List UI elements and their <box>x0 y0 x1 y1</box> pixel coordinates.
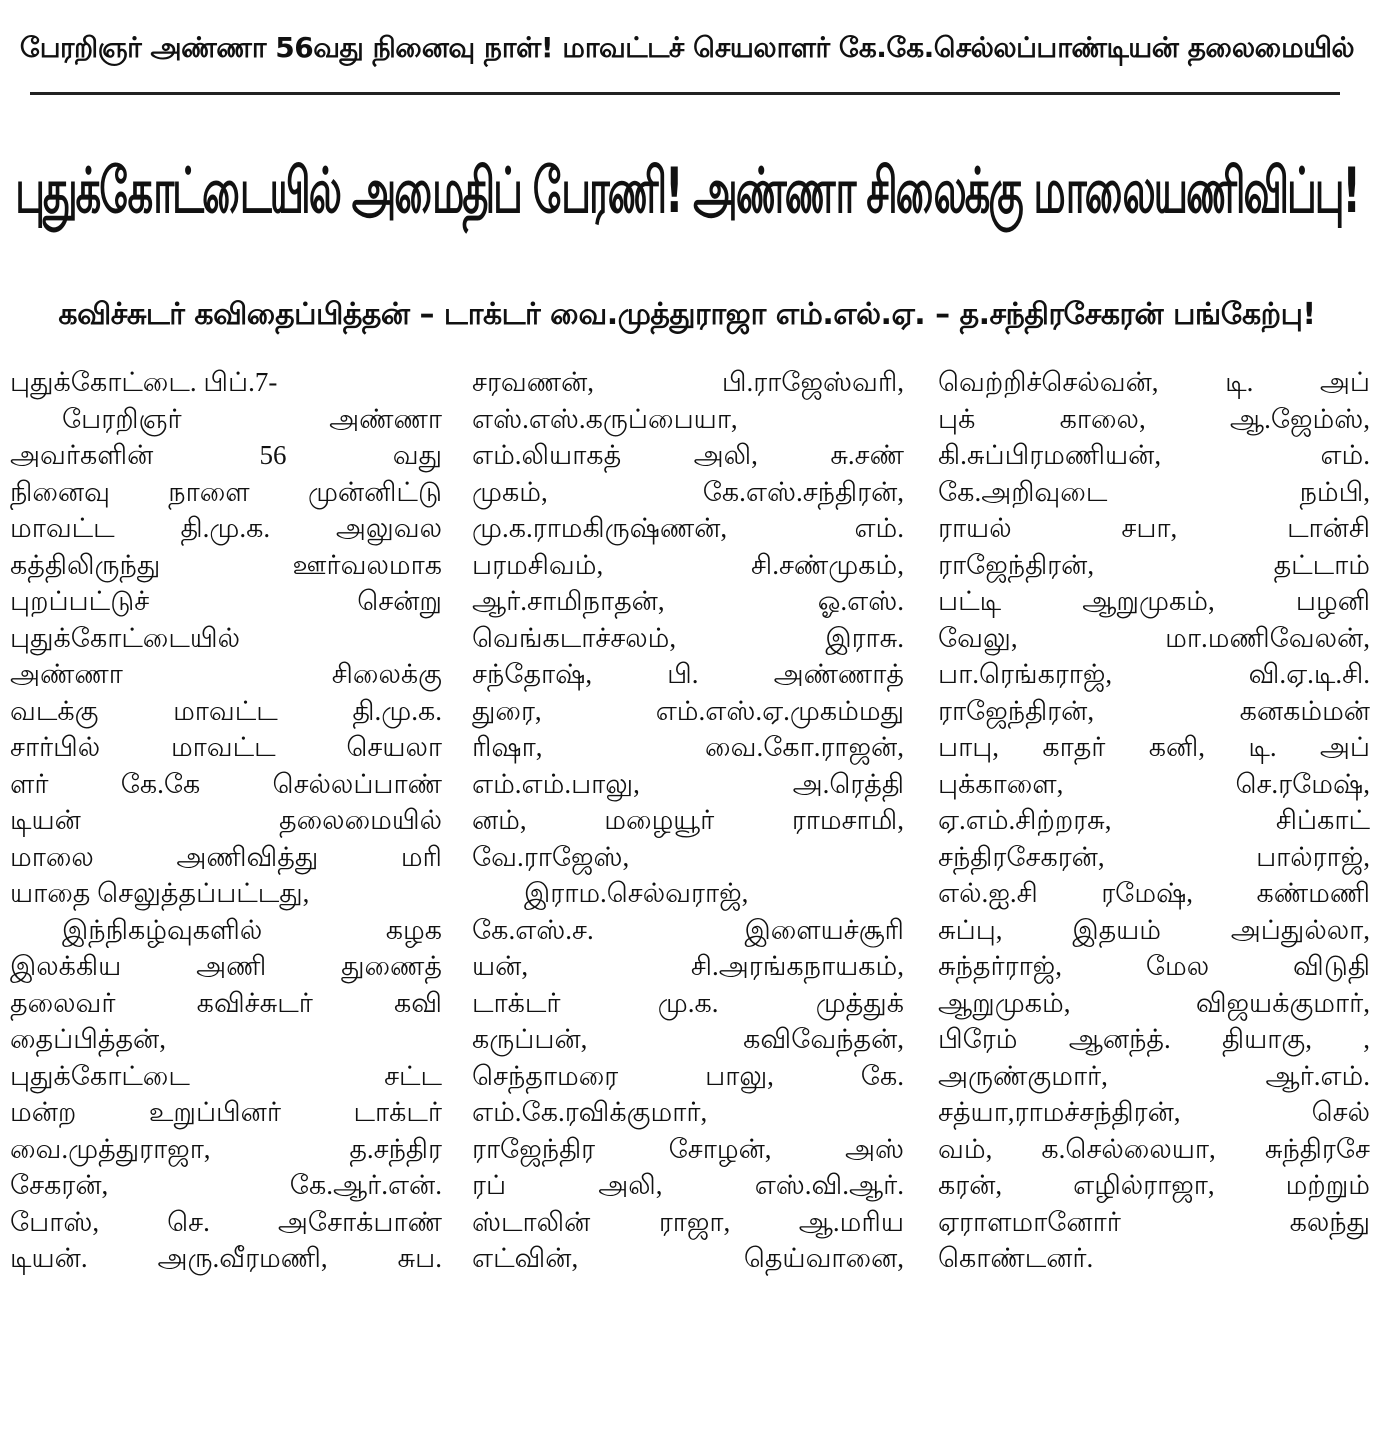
body-text-line: வே.ராஜேஸ், <box>472 841 630 872</box>
body-text-line: புதுக்கோட்டை. பிப்.7- <box>10 367 278 397</box>
body-text-line: வேலு, மா.மணிவேலன், <box>938 622 1370 653</box>
body-text-line: எட்வின், தெய்வானை, <box>472 1243 904 1273</box>
body-text-line: பிரேம் ஆனந்த். தியாகு, , <box>938 1024 1370 1054</box>
body-text-line: ளர் கே.கே செல்லப்பாண் <box>10 768 442 799</box>
body-text-line: ஆர்.சாமிநாதன், ஓ.எஸ். <box>472 586 904 616</box>
body-text-line: கே.எஸ்.ச. இளையச்சூரி <box>472 914 904 945</box>
body-text-line: இந்நிகழ்வுகளில் கழக <box>62 914 442 945</box>
body-text-line: புக்காளை, செ.ரமேஷ், <box>938 768 1370 799</box>
body-text-line: எல்.ஐ.சி ரமேஷ், கண்மணி <box>938 878 1370 908</box>
body-text-line: வம், க.செல்லையா, சுந்திரசே <box>938 1133 1370 1164</box>
body-text-line: அருண்குமார், ஆர்.எம். <box>938 1060 1370 1091</box>
body-text-line: புறப்பட்டுச் சென்று <box>10 586 442 616</box>
body-text-line: கத்திலிருந்து ஊர்வலமாக <box>10 549 442 580</box>
body-text-line: யாதை செலுத்தப்பட்டது, <box>10 878 310 908</box>
body-text-line: ஏ.எம்.சிற்றரசு, சிப்காட் <box>938 805 1370 835</box>
body-text-line: பா.ரெங்கராஜ், வி.ஏ.டி.சி. <box>938 659 1370 689</box>
body-text-line: எம்.லியாகத் அலி, சு.சண் <box>472 440 904 470</box>
body-text-line: எஸ்.எஸ்.கருப்பையா, <box>472 403 738 434</box>
body-text-line: எம்.கே.ரவிக்குமார், <box>472 1097 708 1127</box>
body-text-line: வெங்கடாச்சலம், இராசு. <box>472 622 904 653</box>
body-text-line: யன், சி.அரங்கநாயகம், <box>472 951 904 981</box>
body-text-line: இலக்கிய அணி துணைத் <box>10 951 442 981</box>
body-text-line: னம், மழையூர் ராமசாமி, <box>472 805 904 835</box>
body-text-line: துரை, எம்.எஸ்.ஏ.முகம்மது <box>472 695 904 726</box>
body-text-line: ஸ்டாலின் ராஜா, ஆ.மரிய <box>472 1206 904 1237</box>
body-text-line: இராம.செல்வராஜ், <box>524 878 749 908</box>
article-column-3 <box>938 364 1370 1277</box>
body-text-line: ரப் அலி, எஸ்.வி.ஆர். <box>472 1170 904 1200</box>
body-text-line: டாக்டர் மு.க. முத்துக் <box>472 987 904 1018</box>
body-text-line: ஆறுமுகம், விஜயக்குமார், <box>938 987 1370 1018</box>
body-text-line: கி.சுப்பிரமணியன், எம். <box>938 440 1370 470</box>
body-text-line: சுந்தர்ராஜ், மேல விடுதி <box>938 951 1370 981</box>
body-text-line: டியன் தலைமையில் <box>10 805 442 835</box>
body-text-line: வெற்றிச்செல்வன், டி. அப் <box>938 367 1370 397</box>
body-text-line: மாலை அணிவித்து மரி <box>10 841 442 872</box>
body-text-line: மாவட்ட தி.மு.க. அலுவல <box>10 513 442 543</box>
body-text-line: சந்தோஷ், பி. அண்ணாத் <box>472 659 904 689</box>
body-text-line: ரிஷா, வை.கோ.ராஜன், <box>472 732 904 762</box>
body-text-line: தைப்பித்தன், <box>10 1024 166 1054</box>
body-text-line: நினைவு நாளை முன்னிட்டு <box>10 476 442 507</box>
body-text-line: புதுக்கோட்டை சட்ட <box>10 1060 442 1091</box>
body-text-line: பரமசிவம், சி.சண்முகம், <box>472 549 904 580</box>
body-text-line: செந்தாமரை பாலு, கே. <box>472 1060 904 1091</box>
body-text-line: ராஜேந்திர சோழன், அஸ் <box>472 1133 904 1164</box>
body-text-line: வடக்கு மாவட்ட தி.மு.க. <box>10 695 442 726</box>
body-text-line: ராயல் சபா, டான்சி <box>938 513 1370 543</box>
body-text-line: சார்பில் மாவட்ட செயலா <box>10 732 442 762</box>
body-text-line: சேகரன், கே.ஆர்.என். <box>10 1170 442 1200</box>
body-text-line: பாபு, காதர் கனி, டி. அப் <box>938 732 1370 762</box>
body-text-line: ஏராளமானோர் கலந்து <box>938 1206 1370 1237</box>
body-text-line: கரன், எழில்ராஜா, மற்றும் <box>938 1170 1370 1200</box>
body-text-line: போஸ், செ. அசோக்பாண் <box>10 1206 442 1237</box>
body-text-line: சந்திரசேகரன், பால்ராஜ், <box>938 841 1370 872</box>
body-text-line: சத்யா,ராமச்சந்திரன், செல் <box>938 1097 1370 1127</box>
body-text-line: கே.அறிவுடை நம்பி, <box>938 476 1370 507</box>
body-text-line: புக் காலை, ஆ.ஜேம்ஸ், <box>938 403 1370 434</box>
body-text-line: மு.க.ராமகிருஷ்ணன், எம். <box>472 513 904 543</box>
body-text-line: அண்ணா சிலைக்கு <box>10 659 442 689</box>
body-text-line: பேரறிஞர் அண்ணா <box>62 403 442 434</box>
body-text-line: டியன். அரு.வீரமணி, சுப. <box>10 1243 442 1273</box>
body-text-line: தலைவர் கவிச்சுடர் கவி <box>10 987 442 1018</box>
headline: புதுக்கோட்டையில் அமைதிப் பேரணி! அண்ணா சிலைக்கு மாலையணிவிப்பு! <box>15 156 1359 228</box>
body-text-line: ராஜேந்திரன், தட்டாம் <box>938 549 1370 580</box>
kicker-line: பேரறிஞர் அண்ணா 56வது நினைவு நாள்! மாவட்டச் செயலாளர் கே.கே.செல்லப்பாண்டியன் தலைமையில் <box>19 31 1355 64</box>
body-text-line: எம்.எம்.பாலு, அ.ரெத்தி <box>472 768 904 799</box>
body-text-line: கொண்டனர். <box>938 1243 1094 1273</box>
body-text-line: மன்ற உறுப்பினர் டாக்டர் <box>10 1097 442 1127</box>
body-text-line: கருப்பன், கவிவேந்தன், <box>472 1024 904 1054</box>
body-text-line: ராஜேந்திரன், கனகம்மன் <box>938 695 1370 726</box>
article-column-1 <box>10 364 442 1277</box>
body-text-line: பட்டி ஆறுமுகம், பழனி <box>938 586 1370 616</box>
body-text-line: வை.முத்துராஜா, த.சந்திர <box>10 1133 442 1164</box>
body-text-line: சரவணன், பி.ராஜேஸ்வரி, <box>472 367 904 397</box>
article-column-2 <box>472 364 904 1277</box>
body-text-line: முகம், கே.எஸ்.சந்திரன், <box>472 476 904 507</box>
body-text-line: புதுக்கோட்டையில் <box>10 622 240 653</box>
body-text-line: சுப்பு, இதயம் அப்துல்லா, <box>938 914 1370 945</box>
subheadline: கவிச்சுடர் கவிதைப்பித்தன் – டாக்டர் வை.முத்துராஜா எம்.எல்.ஏ. – த.சந்திரசேகரன் பங்கேற்பு! <box>58 297 1316 332</box>
body-text-line: அவர்களின் 56 வது <box>10 440 442 470</box>
